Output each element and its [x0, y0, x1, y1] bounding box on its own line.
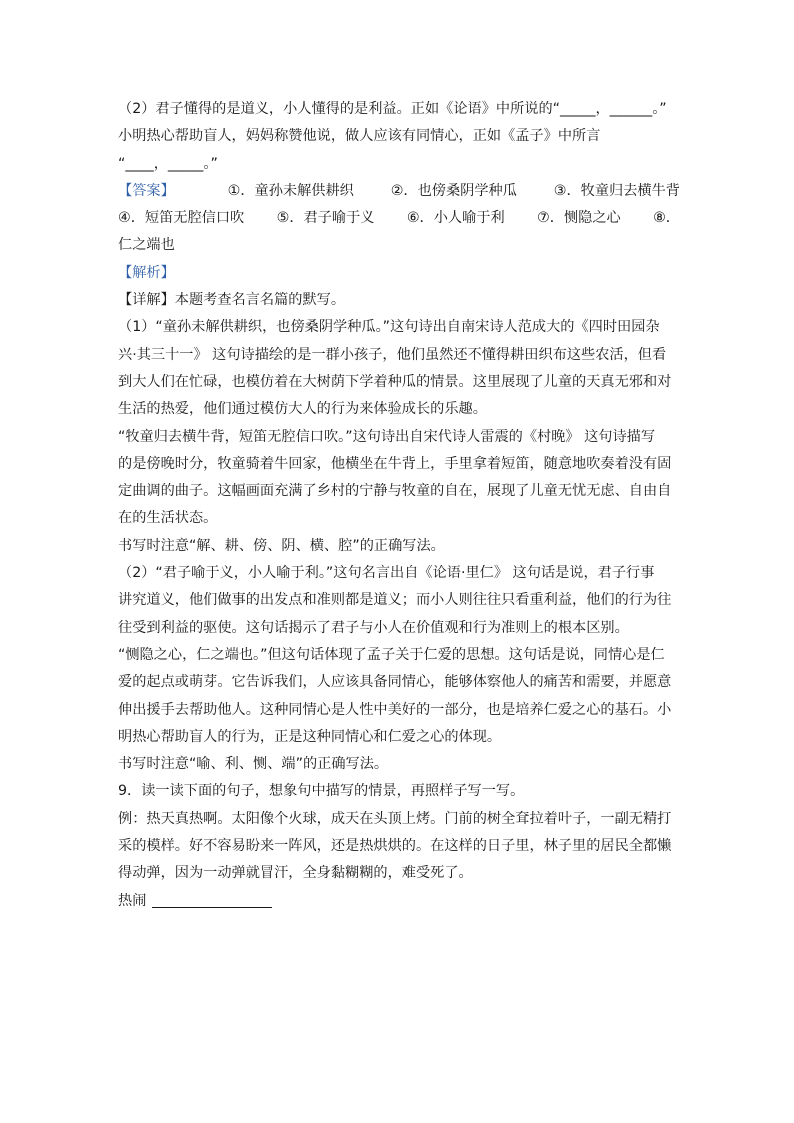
final-prompt-label: 热闹	[118, 892, 147, 909]
example-line: 得动弹，因为一动弹就冒汗，全身黏糊糊的，难受死了。	[118, 865, 473, 882]
analysis-line: 兴·其三十一》 这句诗描绘的是一群小孩子，他们虽然还不懂得耕田织布这些农活，但看	[118, 346, 667, 363]
analysis-line: “牧童归去横牛背，短笛无腔信口吹。”这句诗出自宋代诗人雷震的《村晚》 这句诗描写	[118, 428, 656, 445]
analysis-line: 明热心帮助盲人的行为，正是这种同情心和仁爱之心的体现。	[118, 728, 502, 745]
question-9-prompt: 9．读一读下面的句子，想象句中描写的情景，再照样子写一写。	[118, 783, 525, 800]
answer-item-4: ④．短笛无腔信口吹	[118, 210, 245, 227]
answer-item-1: ①．童孙未解供耕织	[227, 182, 354, 199]
final-prompt-line	[118, 888, 680, 915]
question-line-3: “____，_____。”	[118, 155, 218, 172]
example-line: 例：热天真热啊。太阳像个火球，成天在头顶上烤。门前的树全耷拉着叶子，一副无精打	[118, 810, 672, 827]
analysis-line: 【详解】本题考查名言名篇的默写。	[118, 292, 346, 309]
answer-item-3: ③．牧童归去横牛背	[553, 182, 680, 199]
answer-item-7: ⑦．恻隐之心	[537, 210, 621, 227]
answer-row-1	[118, 178, 680, 205]
example-line: 采的模样。好不容易盼来一阵风，还是热烘烘的。在这样的日子里，林子里的居民全都懒	[118, 838, 672, 855]
analysis-line: （1）“童孙未解供耕织，也傍桑阴学种瓜。”这句诗出自南宋诗人范成大的《四时田园杂	[118, 319, 660, 336]
analysis-line: “恻隐之心，仁之端也。”但这句话体现了孟子关于仁爱的思想。这句话是说，同情心是仁	[118, 646, 665, 663]
answer-label: 【答案】	[118, 182, 175, 199]
analysis-line: 生活的热爱，他们通过模仿大人的行为来体验成长的乐趣。	[118, 401, 487, 418]
answer-item-8: ⑧．	[653, 210, 680, 227]
answer-item-5: ⑤．君子喻于义	[276, 210, 375, 227]
analysis-line: 定曲调的曲子。这幅画面充满了乡村的宁静与牧童的自在，展现了儿童无忧无虑、自由自	[118, 483, 672, 500]
analysis-line: 伸出援手去帮助他人。这种同情心是人性中美好的一部分，也是培养仁爱之心的基石。小	[118, 701, 672, 718]
answer-row-3: 仁之端也	[118, 237, 175, 254]
analysis-line: （2）“君子喻于义，小人喻于利。”这句名言出自《论语·里仁》 这句话是说，君子行事	[118, 565, 655, 582]
document-page	[118, 96, 680, 915]
analysis-line: 到大人们在忙碌，也模仿着在大树荫下学着种瓜的情景。这里展现了儿童的天真无邪和对	[118, 373, 672, 390]
question-line-1: （2）君子懂得的是道义，小人懂得的是利益。正如《论语》中所说的“_____，______。”	[118, 101, 667, 117]
analysis-line: 爱的起点或萌芽。它告诉我们，人应该具备同情心，能够体察他人的痛苦和需要，并愿意	[118, 674, 672, 691]
analysis-line: 在的生活状态。	[118, 510, 218, 527]
analysis-line: 讲究道义，他们做事的出发点和准则都是道义；而小人则往往只看重利益，他们的行为往	[118, 592, 672, 609]
answer-item-6: ⑥．小人喻于利	[406, 210, 505, 227]
analysis-line: 书写时注意“解、耕、傍、阴、横、腔”的正确写法。	[118, 537, 445, 554]
analysis-line: 往受到利益的驱使。这句话揭示了君子与小人在价值观和行为准则上的根本区别。	[118, 619, 629, 636]
answer-row-2	[118, 205, 680, 232]
question-line-2: 小明热心帮助盲人，妈妈称赞他说，做人应该有同情心，正如《孟子》中所言	[118, 128, 601, 145]
analysis-line: 的是傍晚时分，牧童骑着牛回家，他横坐在牛背上，手里拿着短笛，随意地吹奏着没有固	[118, 455, 672, 472]
analysis-label: 【解析】	[118, 264, 175, 281]
answer-item-2: ②．也傍桑阴学种瓜	[390, 182, 517, 199]
analysis-line: 书写时注意“喻、利、恻、端”的正确写法。	[118, 756, 389, 773]
answer-blank[interactable]	[152, 891, 272, 908]
